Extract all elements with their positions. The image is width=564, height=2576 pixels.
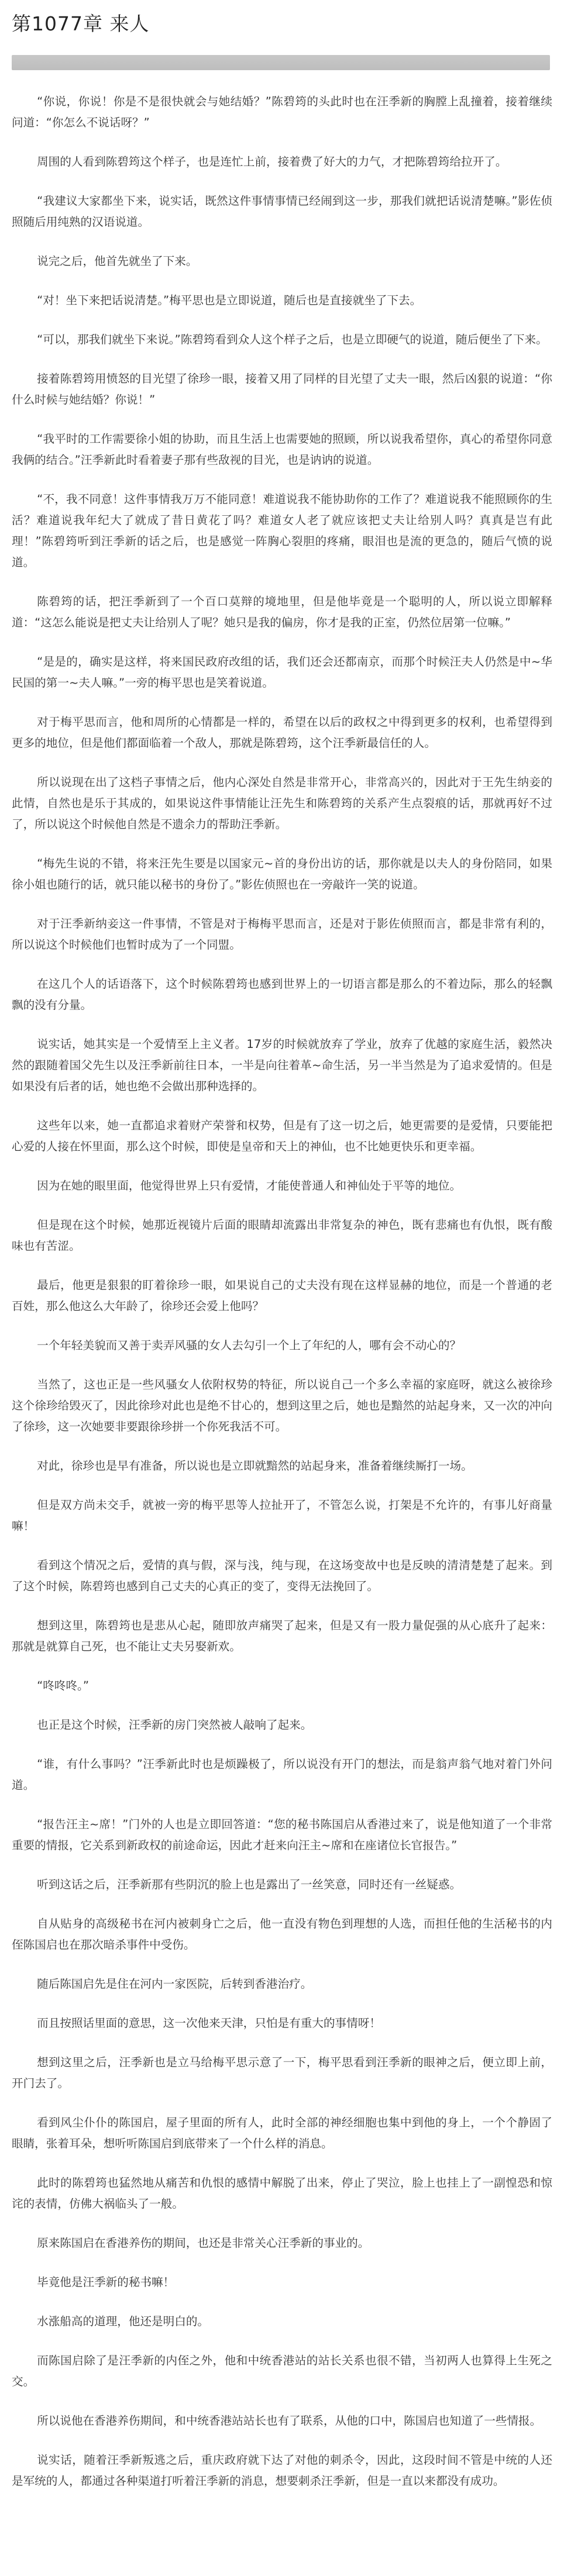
paragraph: “咚咚咚。”	[37, 1679, 89, 1692]
paragraph: 对于梅平思而言，他和周所的心情都是一样的，希望在以后的政权之中得到更多的权利，也希望得到更多的地位，但是他们都面临着一个敌人，那就是陈碧筠，这个汪季新最信任的人。	[12, 715, 552, 750]
paragraph: “我平时的工作需要徐小姐的协助，而且生活上也需要她的照顾，所以说我希望你，真心的希望你同意我俩的结合。”汪季新此时看着妻子那有些敌视的目光，也是讷讷的说道。	[12, 432, 552, 467]
paragraph: “梅先生说的不错，将来汪先生要是以国家元~首的身份出访的话，那你就是以夫人的身份陪同，如果徐小姐也随行的话，就只能以秘书的身份了。”影佐侦照也在一旁敲许一笑的说道。	[12, 857, 552, 891]
paragraph: “不，我不同意！这件事情我万万不能同意！难道说我不能协助你的工作了？难道说我不能照顾你的生活？难道说我年纪大了就成了昔日黄花了吗？难道女人老了就应该把丈夫让给别人吗？真真是岂有此理！”陈碧筠听到汪季新的话之后，也是感觉一阵胸心裂胆的疼痛，眼泪也是流的更急的，随后气愤的说道。	[12, 492, 552, 569]
paragraph: “谁，有什么事吗？”汪季新此时也是烦躁极了，所以说没有开门的想法，而是翁声翁气地对着门外问道。	[12, 1757, 552, 1792]
paragraph: 也正是这个时候，汪季新的房门突然被人敲响了起来。	[37, 1718, 312, 1732]
paragraph: 想到这里之后，汪季新也是立马给梅平思示意了一下，梅平思看到汪季新的眼神之后，便立即上前，开门去了。	[12, 2056, 552, 2090]
paragraph: 对于汪季新纳妾这一件事情，不管是对于梅梅平思而言，还是对于影佐侦照而言，都是非常有利的，所以说这个时候他们也暂时成为了一个同盟。	[12, 917, 552, 951]
paragraph: 而陈国启除了是汪季新的内侄之外，他和中统香港站的站长关系也很不错，当初两人也算得上生死之交。	[12, 2354, 552, 2388]
paragraph: 在这几个人的话语落下，这个时候陈碧筠也感到世界上的一切语言都是那么的不着边际，那么的轻飘飘的没有分量。	[12, 977, 552, 1012]
paragraph: 一个年轻美貌而又善于卖弄风骚的女人去勾引一个上了年纪的人，哪有会不动心的？	[37, 1339, 462, 1352]
paragraph: 陈碧筠的话，把汪季新到了一个百口莫辩的境地里，但是他毕竟是一个聪明的人，所以说立即解释道：“这怎么能说是把丈夫让给别人了呢？她只是我的偏房，你才是我的正室，仍然位居第一位嘛。”	[12, 595, 552, 629]
paragraph: 这些年以来，她一直都追求着财产荣誉和权势，但是有了这一切之后，她更需要的是爱情，只要能把心爱的人接在怀里面，那么这个时候，即使是皇帝和天上的神仙，也不比她更快乐和更幸福。	[12, 1119, 552, 1153]
paragraph: 因为在她的眼里面，他觉得世界上只有爱情，才能使普通人和神仙处于平等的地位。	[37, 1179, 462, 1192]
paragraph: 接着陈碧筠用愤怒的目光望了徐珍一眼，接着又用了同样的目光望了丈夫一眼，然后凶狠的说道：“你什么时候与她结婚？你说！”	[12, 372, 552, 406]
paragraph: “报告汪主~席！”门外的人也是立即回答道：“您的秘书陈国启从香港过来了，说是他知道了一个非常重要的情报，它关系到新政权的前途命运，因此才赶来向汪主~席和在座诸位长官报告。”	[12, 1818, 552, 1852]
paragraph: 最后，他更是狠狠的盯着徐珍一眼，如果说自己的丈夫没有现在这样显赫的地位，而是一个普通的老百姓，那么他这么大年龄了，徐珍还会爱上他吗？	[12, 1278, 552, 1313]
paragraph: “我建议大家都坐下来，说实话，既然这件事情事情已经闹到这一步，那我们就把话说清楚嘛。”影佐侦照随后用纯熟的汉语说道。	[12, 194, 552, 229]
paragraph: 当然了，这也正是一些风骚女人依附权势的特征，所以说自己一个多么幸福的家庭呀，就这么被徐珍这个徐珍给毁灭了，因此徐珍对此也是绝不甘心的，想到这里之后，她也是黯然的站起身来，又一次的冲向了徐珍，这一次她要非要跟徐珍拼一个你死我活不可。	[12, 1378, 552, 1433]
paragraph: 看到风尘仆仆的陈国启，屋子里面的所有人，此时全部的神经细胞也集中到他的身上，一个个静固了眼睛，张着耳朵，想听听陈国启到底带来了一个什么样的消息。	[12, 2116, 552, 2150]
paragraph: 水涨船高的道理，他还是明白的。	[37, 2315, 209, 2328]
paragraph: “你说，你说！你是不是很快就会与她结婚？”陈碧筠的头此时也在汪季新的胸膛上乱撞着，接着继续问道：“你怎么不说话呀？”	[12, 95, 552, 129]
paragraph: 说实话，她其实是一个爱情至上主义者。17岁的时候就放弃了学业，放弃了优越的家庭生活，毅然决然的跟随着国父先生以及汪季新前往日本，一半是向往着革~命生活，另一半当然是为了追求爱情的。但是如果没有后者的话，她也绝不会做出那种选择的。	[12, 1037, 552, 1093]
paragraph: 此时的陈碧筠也猛然地从痛苦和仇恨的感情中解脱了出来，停止了哭泣，脸上也挂上了一副惶恐和惊诧的表情，仿佛大祸临头了一般。	[12, 2176, 552, 2211]
paragraph: 说完之后，他首先就坐了下来。	[37, 254, 198, 268]
paragraph: 但是双方尚未交手，就被一旁的梅平思等人拉扯开了，不管怎么说，打架是不允许的，有事儿好商量嘛！	[12, 1498, 552, 1533]
paragraph: 听到这话之后，汪季新那有些阴沉的脸上也是露出了一丝笑意，同时还有一丝疑惑。	[37, 1878, 462, 1891]
paragraph: 所以说现在出了这档子事情之后，他内心深处自然是非常开心，非常高兴的，因此对于王先生纳妾的此情，自然也是乐于其成的，如果说这件事情能让汪先生和陈碧筠的关系产生点裂痕的话，那就再好不过了，所以说这个时候他自然是不遗余力的帮助汪季新。	[12, 775, 552, 831]
paragraph: “可以，那我们就坐下来说。”陈碧筠看到众人这个样子之后，也是立即硬气的说道，随后便坐了下来。	[37, 333, 548, 346]
chapter-content	[12, 91, 552, 2492]
paragraph: 随后陈国启先是住在河内一家医院，后转到香港治疗。	[37, 1977, 312, 1991]
paragraph: “对！坐下来把话说清楚。”梅平思也是立即说道，随后也是直接就坐了下去。	[37, 294, 422, 307]
paragraph: 自从贴身的高级秘书在河内被刺身亡之后，他一直没有物色到理想的人选，而担任他的生活秘书的内侄陈国启也在那次暗杀事件中受伤。	[12, 1917, 552, 1951]
paragraph: “是是的，确实是这样，将来国民政府改组的话，我们还会还都南京，而那个时候汪夫人仍然是中~华民国的第一~夫人嘛。”一旁的梅平思也是笑着说道。	[12, 655, 552, 689]
paragraph: 想到这里，陈碧筠也是悲从心起，随即放声痛哭了起来，但是又有一股力量促强的从心底升了起来：那就是就算自己死，也不能让丈夫另娶新欢。	[12, 1619, 552, 1653]
paragraph: 周围的人看到陈碧筠这个样子，也是连忙上前，接着费了好大的力气，才把陈碧筠给拉开了。	[37, 155, 507, 168]
paragraph: 原来陈国启在香港养伤的期间，也还是非常关心汪季新的事业的。	[37, 2236, 370, 2250]
paragraph: 看到这个情况之后，爱情的真与假，深与浅，纯与现，在这场变故中也是反映的清清楚楚了起来。到了这个时候，陈碧筠也感到自己丈夫的心真正的变了，变得无法挽回了。	[12, 1558, 552, 1593]
title-divider-bar	[12, 55, 550, 70]
paragraph: 对此，徐珍也是早有准备，所以说也是立即就黯然的站起身来，准备着继续厮打一场。	[37, 1459, 473, 1473]
paragraph: 说实话，随着汪季新叛逃之后，重庆政府就下达了对他的刺杀令，因此，这段时间不管是中统的人还是军统的人，都通过各种渠道打听着汪季新的消息，想要刺杀汪季新，但是一直以来都没有成功。	[12, 2453, 552, 2488]
paragraph: 而且按照话里面的意思，这一次他来天津，只怕是有重大的事情呀！	[37, 2016, 381, 2030]
paragraph: 但是现在这个时候，她那近视镜片后面的眼睛却流露出非常复杂的神色，既有悲痛也有仇恨，既有酸味也有苦涩。	[12, 1218, 552, 1253]
paragraph: 所以说他在香港养伤期间，和中统香港站站长也有了联系，从他的口中，陈国启也知道了一些情报。	[37, 2414, 542, 2427]
chapter-title: 第1077章 来人	[12, 12, 150, 35]
paragraph: 毕竟他是汪季新的秘书嘛！	[37, 2275, 175, 2289]
